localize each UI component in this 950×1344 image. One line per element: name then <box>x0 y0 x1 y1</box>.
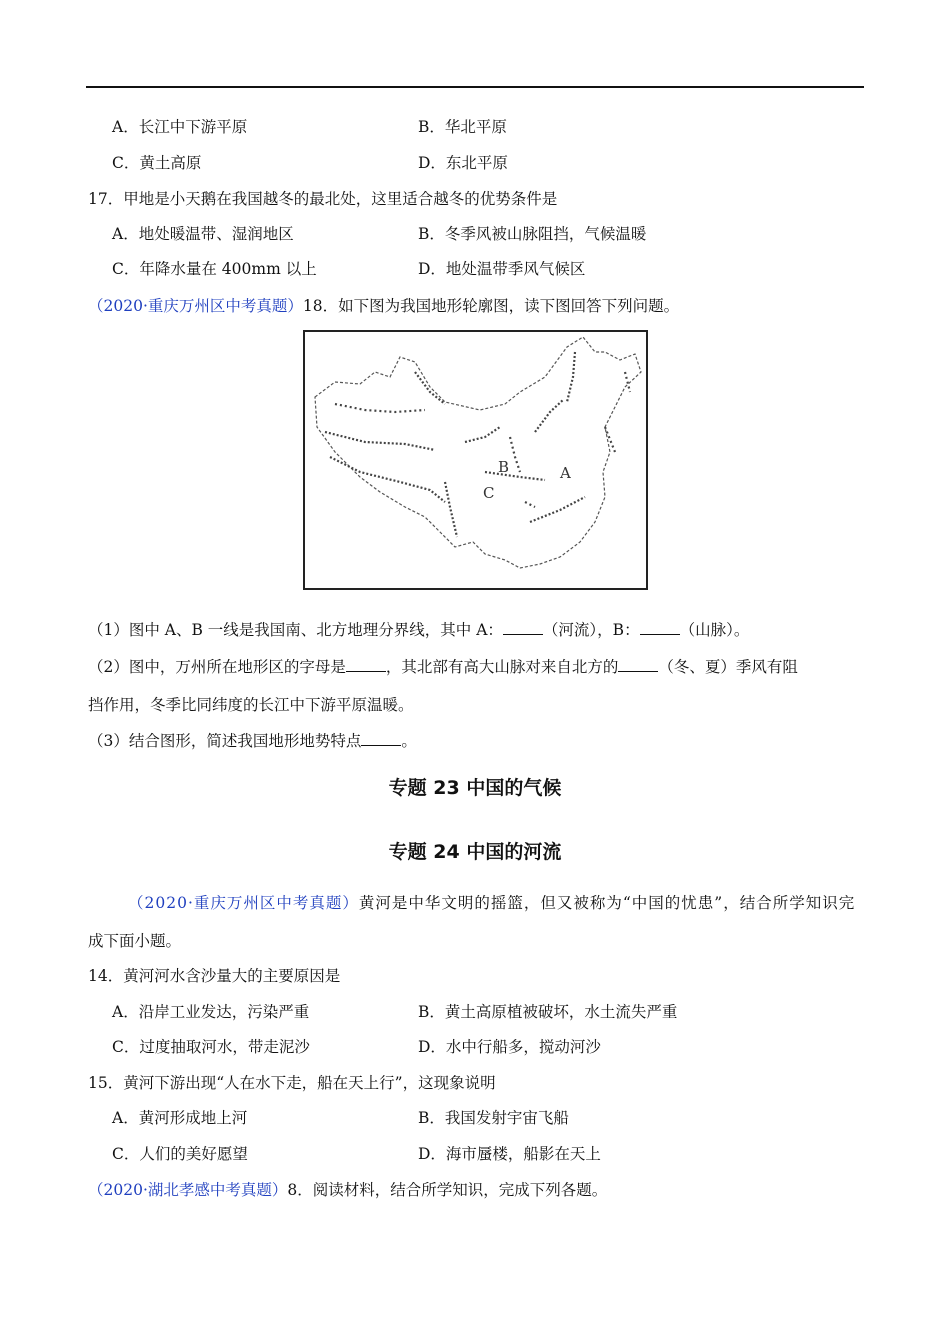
q16-option-a[interactable]: A．长江中下游平原 <box>112 118 248 136</box>
q18-sub2-blank-b[interactable] <box>618 657 658 672</box>
q18-sub2-cont: 挡作用，冬季比同纬度的长江中下游平原温暖。 <box>88 696 414 714</box>
intro-line-1: （2020·重庆万州区中考真题）黄河是中华文明的摇篮，但又被称为“中国的忧患”，结合所学知识完 <box>128 894 856 912</box>
q15-option-d[interactable]: D．海市蜃楼，船影在天上 <box>418 1145 601 1163</box>
q18-stem: 18．如下图为我国地形轮廓图，读下图回答下列问题。 <box>302 297 680 315</box>
q18-sub3-blank[interactable] <box>361 731 401 746</box>
q18-sub1-blank-a[interactable] <box>503 620 543 635</box>
q18-source: （2020·重庆万州区中考真题） <box>88 297 303 315</box>
q16-option-d[interactable]: D．东北平原 <box>418 154 508 172</box>
q8-line <box>88 1180 607 1200</box>
q18-sub2-blank-a[interactable] <box>346 657 386 672</box>
china-terrain-map <box>303 330 648 590</box>
q15-stem: 15．黄河下游出现“人在水下走，船在天上行”，这现象说明 <box>88 1074 496 1092</box>
intro-line-2: 成下面小题。 <box>88 932 182 950</box>
q15-option-b[interactable]: B．我国发射宇宙飞船 <box>418 1109 569 1127</box>
q17-option-c[interactable]: C．年降水量在 400mm 以上 <box>112 260 317 278</box>
heading-topic-24: 专题 24 中国的河流 <box>388 841 562 863</box>
q14-stem: 14．黄河河水含沙量大的主要原因是 <box>88 967 341 985</box>
q15-option-a[interactable]: A．黄河形成地上河 <box>112 1109 248 1127</box>
q8-source: （2020·湖北孝感中考真题） <box>88 1181 288 1199</box>
map-label-a: A <box>560 464 571 482</box>
q17-stem: 17．甲地是小天鹅在我国越冬的最北处，这里适合越冬的优势条件是 <box>88 190 558 208</box>
intro-source: （2020·重庆万州区中考真题） <box>128 894 359 912</box>
q16-option-c[interactable]: C．黄土高原 <box>112 154 202 172</box>
map-label-c: C <box>483 484 495 502</box>
q18-sub3: （3）结合图形，简述我国地形地势特点 。 <box>88 732 417 750</box>
map-label-b: B <box>498 458 510 476</box>
q17-option-d[interactable]: D．地处温带季风气候区 <box>418 260 586 278</box>
q18-sub2: （2）图中，万州所在地形区的字母是 ，其北部有高大山脉对来自北方的 （冬、夏）季风有阻 <box>88 658 798 676</box>
header-rule <box>86 86 864 88</box>
q17-option-b[interactable]: B．冬季风被山脉阻挡，气候温暖 <box>418 225 647 243</box>
q14-option-c[interactable]: C．过度抽取河水，带走泥沙 <box>112 1038 310 1056</box>
q18-sub1-blank-b[interactable] <box>640 620 680 635</box>
q18-line <box>88 296 679 316</box>
terrain-outline-svg <box>305 332 646 588</box>
heading-topic-23: 专题 23 中国的气候 <box>388 777 562 799</box>
q17-option-a[interactable]: A．地处暖温带、湿润地区 <box>112 225 294 243</box>
q8-stem: 8．阅读材料，结合所学知识，完成下列各题。 <box>287 1181 608 1199</box>
q15-option-c[interactable]: C．人们的美好愿望 <box>112 1145 248 1163</box>
q16-option-b[interactable]: B．华北平原 <box>418 118 507 136</box>
q14-option-d[interactable]: D．水中行船多，搅动河沙 <box>418 1038 601 1056</box>
q14-option-a[interactable]: A．沿岸工业发达，污染严重 <box>112 1003 310 1021</box>
q14-option-b[interactable]: B．黄土高原植被破坏，水土流失严重 <box>418 1003 678 1021</box>
q18-sub1: （1）图中 A、B 一线是我国南、北方地理分界线，其中 A： （河流），B： （山脉）。 <box>88 621 750 639</box>
